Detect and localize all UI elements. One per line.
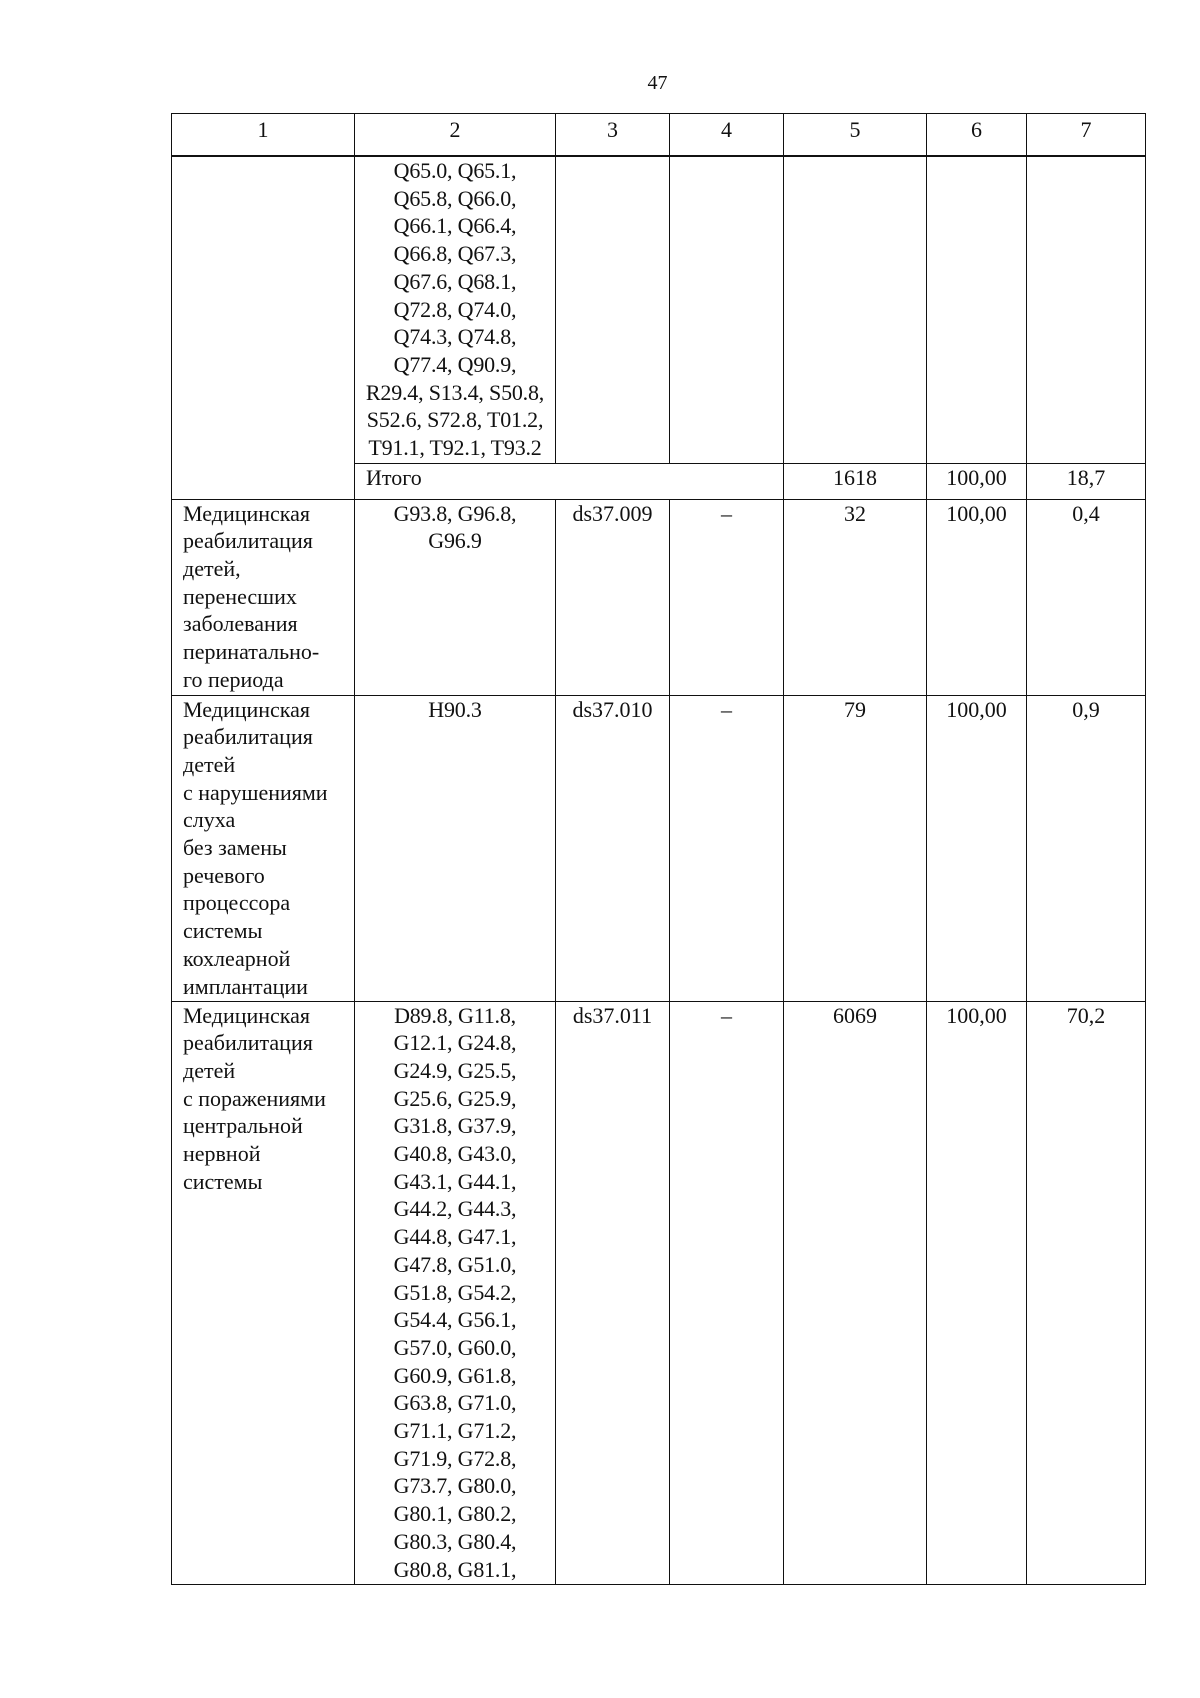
total-col7: 18,7 bbox=[1027, 463, 1146, 499]
text-line: Медицинская bbox=[183, 500, 311, 526]
text-line: Q74.3, Q74.8, bbox=[393, 324, 517, 350]
text-line: системы bbox=[183, 918, 263, 944]
text-line: D89.8, G11.8, bbox=[394, 1002, 516, 1028]
page-number: 47 bbox=[647, 72, 668, 94]
text-line: Q65.8, Q66.0, bbox=[393, 185, 517, 211]
text-line: G96.9 bbox=[428, 528, 482, 554]
text-line: нервной bbox=[183, 1141, 261, 1167]
col6-cell: 100,00 bbox=[927, 1001, 1027, 1584]
text-line: детей, bbox=[183, 555, 241, 581]
text-line: G44.2, G44.3, bbox=[393, 1196, 517, 1222]
text-line: с поражениями bbox=[183, 1085, 326, 1111]
text-line: G71.1, G71.2, bbox=[393, 1418, 517, 1444]
group-code-cell: ds37.009 bbox=[556, 499, 670, 695]
empty-cell bbox=[784, 156, 927, 463]
text-line: G24.9, G25.5, bbox=[393, 1057, 517, 1083]
text-line: детей bbox=[183, 751, 236, 777]
codes-cell bbox=[355, 695, 556, 1001]
text-line: G57.0, G60.0, bbox=[393, 1334, 517, 1360]
column-header: 6 bbox=[927, 114, 1027, 157]
text-line: G73.7, G80.0, bbox=[393, 1473, 517, 1499]
text-line: без замены bbox=[183, 835, 287, 861]
text-line: Q67.6, Q68.1, bbox=[393, 268, 517, 294]
text-line: G40.8, G43.0, bbox=[393, 1141, 517, 1167]
text-line: G54.4, G56.1, bbox=[393, 1307, 517, 1333]
text-line: Q66.8, Q67.3, bbox=[393, 241, 517, 267]
group-code-cell: ds37.010 bbox=[556, 695, 670, 1001]
text-line: реабилитация bbox=[183, 528, 313, 554]
col7-cell: 0,4 bbox=[1027, 499, 1146, 695]
name-cell bbox=[172, 499, 355, 695]
text-line: G43.1, G44.1, bbox=[393, 1168, 517, 1194]
col4-cell: – bbox=[670, 499, 784, 695]
col5-cell: 32 bbox=[784, 499, 927, 695]
empty-cell bbox=[1027, 156, 1146, 463]
total-col5: 1618 bbox=[784, 463, 927, 499]
text-line: Q65.0, Q65.1, bbox=[393, 158, 517, 183]
text-line: G80.8, G81.1, bbox=[393, 1556, 517, 1582]
col7-cell: 70,2 bbox=[1027, 1001, 1146, 1584]
text-line: кохлеарной bbox=[183, 945, 291, 971]
col5-cell: 6069 bbox=[784, 1001, 927, 1584]
table-row bbox=[172, 695, 1146, 1001]
text-line: G47.8, G51.0, bbox=[393, 1251, 517, 1277]
text-line: G25.6, G25.9, bbox=[393, 1085, 517, 1111]
text-line: центральной bbox=[183, 1113, 303, 1139]
col6-cell: 100,00 bbox=[927, 695, 1027, 1001]
name-cell bbox=[172, 695, 355, 1001]
text-line: реабилитация bbox=[183, 724, 313, 750]
total-col6: 100,00 bbox=[927, 463, 1027, 499]
text-line: H90.3 bbox=[428, 696, 482, 722]
text-line: G60.9, G61.8, bbox=[393, 1362, 517, 1388]
text-line: G93.8, G96.8, bbox=[393, 500, 517, 526]
continuation-codes-cell bbox=[355, 156, 556, 463]
text-line: реабилитация bbox=[183, 1030, 313, 1056]
column-header: 1 bbox=[172, 114, 355, 157]
text-line: G63.8, G71.0, bbox=[393, 1390, 517, 1416]
table-row bbox=[172, 1001, 1146, 1584]
codes-cell bbox=[355, 499, 556, 695]
text-line: G12.1, G24.8, bbox=[393, 1030, 517, 1056]
table-header-row bbox=[172, 114, 1146, 157]
column-header: 5 bbox=[784, 114, 927, 157]
column-header: 3 bbox=[556, 114, 670, 157]
text-line: G44.8, G47.1, bbox=[393, 1224, 517, 1250]
text-line: S52.6, S72.8, T01.2, bbox=[366, 407, 544, 433]
text-line: Q72.8, Q74.0, bbox=[393, 296, 517, 322]
text-line: заболевания bbox=[183, 611, 298, 637]
name-cell bbox=[172, 1001, 355, 1584]
text-line: с нарушениями bbox=[183, 779, 328, 805]
empty-cell bbox=[556, 156, 670, 463]
text-line: G80.3, G80.4, bbox=[393, 1528, 517, 1554]
text-line: перенесших bbox=[183, 583, 297, 609]
col7-cell: 0,9 bbox=[1027, 695, 1146, 1001]
empty-cell bbox=[670, 156, 784, 463]
column-header: 2 bbox=[355, 114, 556, 157]
col5-cell: 79 bbox=[784, 695, 927, 1001]
text-line: имплантации bbox=[183, 973, 308, 999]
group-code-cell: ds37.011 bbox=[556, 1001, 670, 1584]
text-line: речевого bbox=[183, 862, 265, 888]
text-line: G31.8, G37.9, bbox=[393, 1113, 517, 1139]
text-line: Q77.4, Q90.9, bbox=[393, 351, 517, 377]
col4-cell: – bbox=[670, 695, 784, 1001]
text-line: Медицинская bbox=[183, 696, 311, 722]
text-line: перинатально- bbox=[183, 639, 320, 665]
text-line: го периода bbox=[183, 666, 284, 692]
text-line: G51.8, G54.2, bbox=[393, 1279, 517, 1305]
text-line: детей bbox=[183, 1057, 236, 1083]
total-label: Итого bbox=[355, 463, 784, 499]
text-line: системы bbox=[183, 1168, 263, 1194]
empty-name-cell bbox=[172, 156, 355, 499]
table-row bbox=[172, 499, 1146, 695]
text-line: Q66.1, Q66.4, bbox=[393, 213, 517, 239]
text-line: Медицинская bbox=[183, 1002, 311, 1028]
column-header: 7 bbox=[1027, 114, 1146, 157]
codes-cell bbox=[355, 1001, 556, 1584]
col4-cell: – bbox=[670, 1001, 784, 1584]
text-line: T91.1, T92.1, T93.2 bbox=[368, 435, 542, 461]
codes-table bbox=[171, 113, 1146, 1585]
text-line: R29.4, S13.4, S50.8, bbox=[365, 379, 545, 405]
continuation-row bbox=[172, 156, 1146, 463]
text-line: слуха bbox=[183, 807, 236, 833]
empty-cell bbox=[927, 156, 1027, 463]
text-line: G71.9, G72.8, bbox=[393, 1445, 517, 1471]
text-line: G80.1, G80.2, bbox=[393, 1501, 517, 1527]
col6-cell: 100,00 bbox=[927, 499, 1027, 695]
text-line: процессора bbox=[183, 890, 291, 916]
column-header: 4 bbox=[670, 114, 784, 157]
